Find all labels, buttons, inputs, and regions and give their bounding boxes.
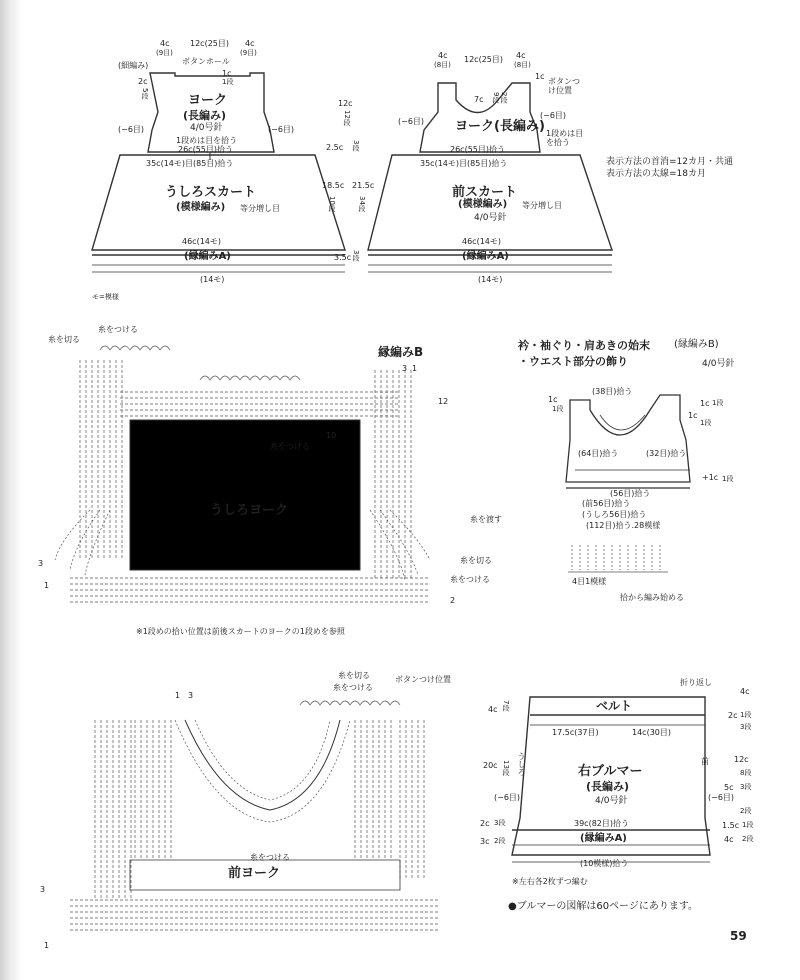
front-c2-rows: 2段 — [500, 92, 508, 104]
back-chart-edge-label: 縁編みB — [378, 345, 424, 359]
bloomers-fold: 折り返し — [680, 678, 712, 687]
finishing-c1-b: 1c — [700, 399, 710, 408]
back-chart-row-3: 3 — [402, 364, 408, 373]
bloomers-right-dim-10: 1段 — [742, 821, 754, 829]
back-mo-note: モ=模様 — [92, 293, 119, 301]
front-top-dim-right: 4c — [516, 51, 526, 60]
bloomers-right-dim-12: 2段 — [742, 835, 754, 843]
finishing-rows-2: 1段 — [712, 399, 724, 407]
front-top-dim-left: 4c — [438, 51, 448, 60]
back-right-dim-8: 3.5c — [334, 253, 352, 262]
back-yoke-stitch: (長編み) — [183, 109, 227, 122]
finishing-pick-64: (64目)拾う — [578, 449, 619, 458]
front-chart-button-position: ボタンつけ位置 — [395, 675, 451, 684]
waist-decoration-chart — [568, 545, 668, 572]
finishing-rows-1: 1段 — [552, 405, 564, 413]
back-yoke-chart-title: うしろヨーク — [210, 503, 289, 518]
front-chart-row-3b: 3 — [40, 885, 46, 894]
finishing-title-line2: ・ウエスト部分の飾り — [518, 355, 628, 368]
back-top-dim-right: 4c — [245, 39, 255, 48]
back-right-dim-4: 18.5c — [322, 181, 345, 190]
back-right-dim-2: 2.5c — [326, 143, 344, 152]
back-chart-footnote: ※1段めの拾い位置は前後スカートのヨークの1段めを参照 — [136, 627, 345, 636]
bloomers-right-dim-11: 4c — [724, 835, 734, 844]
front-chart-row-1: 1 — [175, 691, 181, 700]
back-chart-row-3b: 3 — [38, 559, 44, 568]
front-decrease-right: (−6目) — [540, 111, 567, 120]
finishing-title-edge: (縁編みB) — [674, 339, 719, 350]
bloomers-hook: 4/0号針 — [595, 796, 628, 806]
bloomers-decrease-left: (−6目) — [494, 793, 521, 802]
front-skirt-note: 等分増し目 — [522, 201, 562, 210]
front-c7: 7c — [474, 95, 484, 104]
back-buttonhole-label: ボタンホール — [182, 57, 230, 66]
finishing-pick-38: (38目)拾う — [592, 387, 633, 396]
finishing-note-b: (うしろ56目)拾う — [582, 510, 647, 519]
back-chart-row-10: 10 — [326, 431, 337, 440]
back-skirt-stitch: (模様編み) — [176, 202, 226, 213]
back-right-dim-1: 12段 — [343, 110, 351, 126]
back-top-dim-left: 4c — [160, 39, 170, 48]
back-chart-row-1b: 1 — [44, 581, 50, 590]
gauge-note-line1: 表示方法の首消=12カ月・共通 — [606, 157, 733, 167]
bloomers-page-note: ●ブルマーの図解は60ページにあります。 — [508, 901, 699, 912]
back-chart-attach-yarn-1: 糸をつける — [98, 325, 138, 334]
bloomers-left-rows-4: 2段 — [494, 837, 506, 845]
front-chart-attach-yarn-2: 糸をつける — [250, 853, 290, 862]
back-skirt-note: 等分増し目 — [240, 204, 280, 213]
back-pickup-note: 1段めは目を拾う — [176, 136, 238, 145]
front-button-position: ボタンつけ位置 — [548, 77, 580, 95]
back-decrease-left: (−6目) — [118, 125, 145, 134]
back-width-total: (14モ) — [200, 275, 225, 284]
back-chart-attach-yarn-3: 糸をつける — [450, 575, 490, 584]
back-chart-row-12: 12 — [438, 397, 449, 406]
finishing-hook: 4/0号針 — [702, 359, 735, 369]
back-right-dim-3: 3段 — [352, 140, 360, 152]
back-yoke-stitch-chart — [55, 346, 430, 602]
front-skirt-stitch: (模様編み) — [458, 199, 508, 210]
finishing-repeat-label: 4目1模様 — [572, 577, 607, 586]
back-c1-rows: 1段 — [222, 78, 234, 86]
back-skirt-title: うしろスカート — [165, 185, 257, 200]
back-skirt-top-dim: 35c(14モ)目(85目)拾う — [146, 159, 234, 168]
front-top-rows-left: (8目) — [434, 61, 451, 69]
back-right-dim-9: 3段 — [352, 250, 360, 262]
bloomers-right-dim-9: 1.5c — [722, 821, 740, 830]
finishing-c1-d: +1c — [702, 473, 719, 482]
back-chart-attach-yarn-2: 糸をつける — [270, 442, 310, 451]
front-chart-row-3: 3 — [188, 691, 194, 700]
front-inner-dim: 26c(55目)拾う — [450, 145, 505, 154]
bloomers-left-20c: 20c — [483, 761, 498, 770]
front-skirt-hook: 4/0号針 — [474, 213, 507, 223]
front-yoke-outline — [420, 83, 540, 152]
bloomers-top-right: 14c(30目) — [632, 728, 671, 737]
front-pickup-note: 1段めは目を拾う — [546, 129, 584, 147]
bloomers-footnote: ※左右各2枚ずつ編む — [512, 877, 588, 886]
front-c1: 1c — [535, 72, 545, 81]
front-top-rows-right: (8目) — [514, 61, 531, 69]
finishing-rows-4: 1段 — [722, 475, 734, 483]
finishing-c1-c: 1c — [688, 411, 698, 420]
front-edge-label: (縁編みA) — [462, 251, 509, 262]
bloomers-left-rows: 7段 — [502, 700, 510, 712]
back-edge-label: (縁編みA) — [184, 251, 231, 262]
back-right-dim-5: 21.5c — [352, 181, 375, 190]
bloomers-top-left: 17.5c(37目) — [552, 728, 599, 737]
finishing-note-c: (112目)拾う.28模様 — [586, 521, 661, 530]
front-bottom-dim: 46c(14モ) — [462, 237, 501, 246]
front-decrease-left: (−6目) — [398, 117, 425, 126]
back-c1: 1c — [222, 69, 232, 78]
back-left-rows: 5段 — [141, 88, 149, 100]
bloomers-left-rows-2: 13段 — [502, 760, 510, 776]
front-chart-row-1b: 1 — [44, 941, 50, 950]
bloomers-bottom-dim: 39c(82目)拾う — [574, 819, 629, 828]
back-chart-row-1: 1 — [412, 364, 418, 373]
bloomers-title: 右ブルマー — [578, 764, 643, 779]
front-width-total: (14モ) — [478, 275, 503, 284]
bloomers-front-label: 前 — [701, 757, 709, 766]
bloomers-left-2c: 2c — [480, 819, 490, 828]
front-c7-rows: 9段 — [492, 92, 500, 104]
finishing-diagram-outline — [566, 395, 690, 488]
back-right-dim-0: 12c — [338, 99, 353, 108]
back-chart-cut-yarn-2: 糸を切る — [460, 556, 492, 565]
bloomers-right-dim-2: 1段 — [740, 711, 752, 719]
bloomers-right-dim-1: 2c — [728, 711, 738, 720]
front-yoke-stitch-chart — [70, 701, 440, 930]
finishing-rows-3: 1段 — [700, 419, 712, 427]
bloomers-right-dim-6: 5c — [724, 783, 734, 792]
finishing-pick-32: (32目)拾う — [646, 449, 687, 458]
back-yoke-hook: 4/0号針 — [190, 123, 223, 133]
bloomers-back-label: うしろ — [517, 752, 526, 776]
gauge-note-line2: 表示方法の太線=18カ月 — [606, 169, 706, 179]
bloomers-width-total: (10模様)拾う — [580, 859, 629, 868]
bloomers-right-dim-4: 12c — [734, 755, 749, 764]
front-skirt-title: 前スカート — [452, 185, 518, 200]
bloomers-belt: ベルト — [596, 699, 633, 713]
front-top-dim-center: 12c(25目) — [464, 55, 503, 64]
back-chart-row-2: 2 — [450, 596, 456, 605]
bloomers-stitch: (長編み) — [586, 780, 630, 793]
finishing-title-line1: 衿・袖ぐり・肩あきの始末 — [518, 339, 650, 352]
back-left-2c: 2c — [138, 77, 148, 86]
bloomers-right-dim-8: 2段 — [740, 807, 752, 815]
page-number: 59 — [730, 929, 747, 943]
back-chart-cut-yarn-1: 糸を切る — [48, 335, 80, 344]
back-decrease-right: (−6目) — [268, 125, 295, 134]
bloomers-right-dim-3: 3段 — [740, 723, 752, 731]
back-inner-dim: 26c(55目)拾う — [178, 145, 233, 154]
back-right-dim-6: 10段 — [328, 196, 336, 212]
back-top-rows-left: (9目) — [156, 49, 173, 57]
front-skirt-top-dim: 35c(14モ)目(85目)拾う — [420, 159, 508, 168]
back-right-dim-7: 34段 — [358, 196, 366, 212]
bloomers-left-4c: 4c — [488, 705, 498, 714]
back-yoke-title: ヨーク — [188, 93, 228, 108]
back-edge-stitch-note: (細編み) — [118, 61, 149, 70]
back-top-rows-right: (9目) — [240, 49, 257, 57]
bloomers-decrease-right: (−6目) — [708, 793, 735, 802]
back-top-dim-center: 12c(25目) — [190, 39, 229, 48]
bloomers-left-rows-3: 3段 — [494, 819, 506, 827]
bloomers-left-3c: 3c — [480, 837, 490, 846]
back-chart-pass-yarn: 糸を渡す — [470, 515, 502, 524]
finishing-start-label: 拾から編み始める — [620, 593, 684, 602]
front-yoke-chart-title: 前ヨーク — [228, 866, 281, 881]
back-bottom-dim: 46c(14モ) — [182, 237, 221, 246]
finishing-c1-a: 1c — [548, 395, 558, 404]
front-chart-attach-yarn: 糸をつける — [333, 683, 373, 692]
front-chart-cut-yarn: 糸を切る — [338, 671, 370, 680]
front-yoke-title: ヨーク(長編み) — [455, 119, 545, 134]
bloomers-edge: (縁編みA) — [580, 833, 627, 844]
bloomers-right-dim-0: 4c — [740, 687, 750, 696]
finishing-pick-56: (56目)拾う — [610, 489, 651, 498]
finishing-note-a: (前56目)拾う — [582, 499, 631, 508]
bloomers-right-dim-7: 3段 — [740, 783, 752, 791]
bloomers-right-dim-5: 8段 — [740, 769, 752, 777]
